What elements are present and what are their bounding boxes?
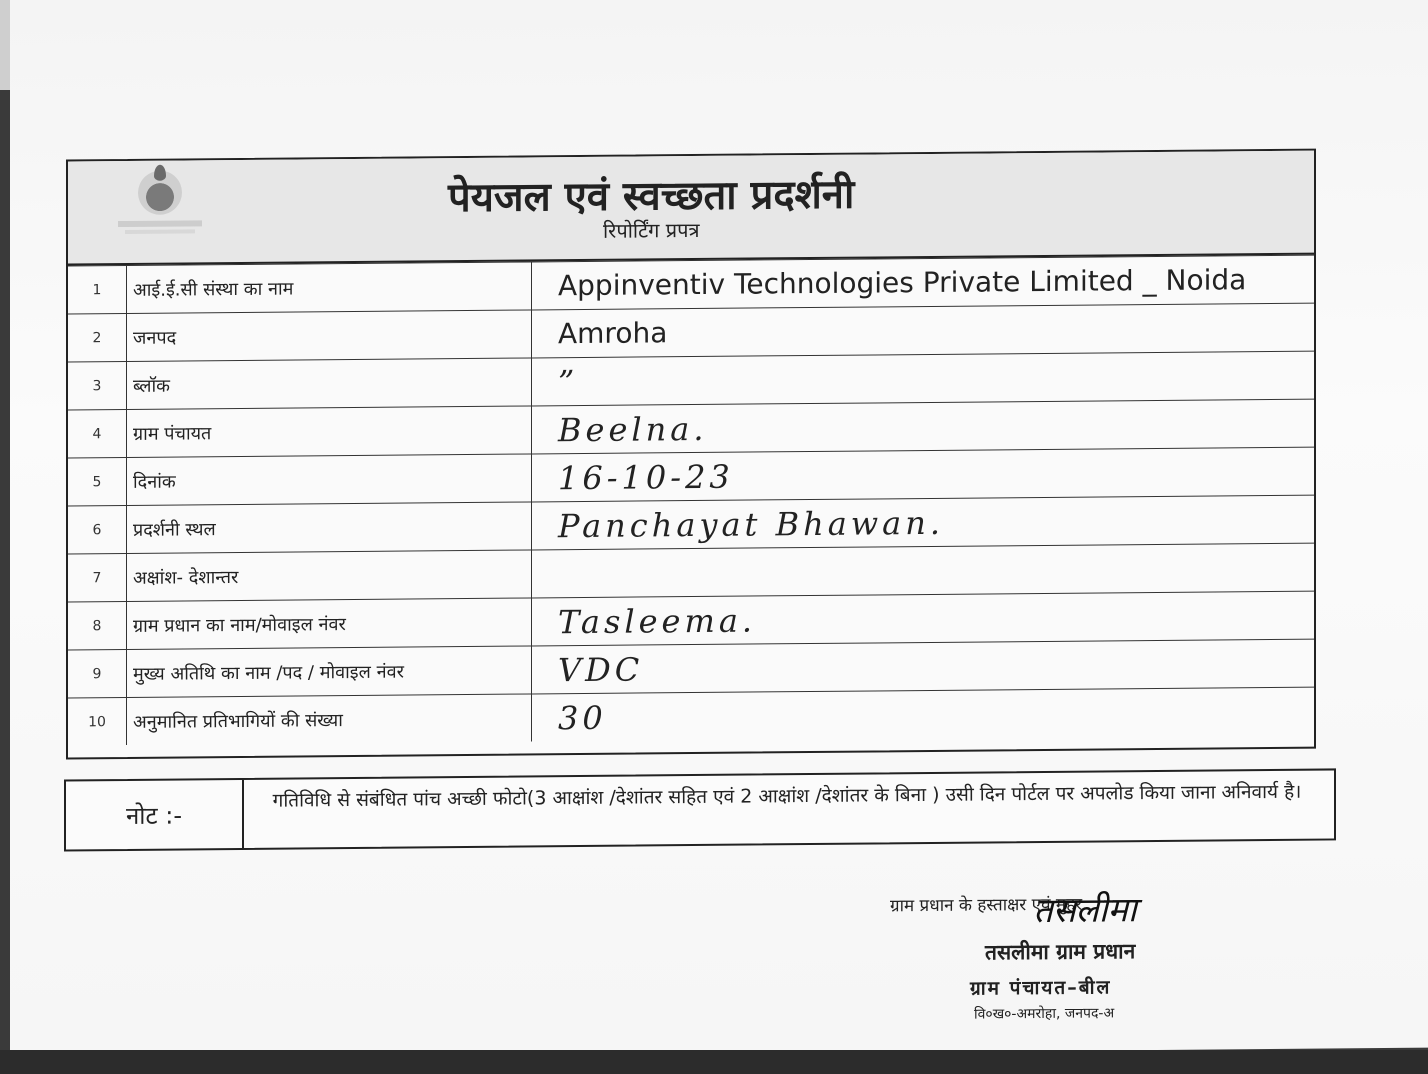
form-subtitle: रिपोर्टिंग प्रपत्र <box>603 217 700 243</box>
document-paper <box>10 0 1428 1060</box>
row-value <box>532 591 1315 646</box>
signature-label: ग्राम प्रधान के हस्ताक्षर एवं मुहर <box>890 894 1083 917</box>
note-text: गतिविधि से संबंधित पांच अच्छी फोटो(3 आक्षांश /देशांतर सहित एवं 2 आक्षांश /देशांतर के बिना ) उसी दिन पोर्टल पर अपलोड किया जाना अनिवार्य है। <box>272 780 1302 812</box>
row-value <box>532 495 1315 550</box>
handwritten-value: 16-10-23 <box>558 457 734 497</box>
row-value <box>532 303 1315 358</box>
logo-caption-secondary <box>125 229 195 234</box>
row-label: अनुमानित प्रतिभागियों की संख्या <box>127 694 532 745</box>
water-drop-icon <box>138 170 182 214</box>
row-value <box>532 255 1315 310</box>
row-number: 3 <box>68 361 127 410</box>
handwritten-value: ” <box>558 362 579 401</box>
handwritten-signature: तसलीमा <box>1033 890 1137 932</box>
handwritten-value: Tasleema. <box>558 600 757 641</box>
row-label: दिनांक <box>127 454 532 506</box>
row-value <box>532 639 1315 694</box>
stamp-line-2: ग्राम पंचायत–बील <box>970 976 1112 1000</box>
row-label: ग्राम पंचायत <box>127 406 532 458</box>
handwritten-value: Panchayat Bhawan. <box>558 503 945 545</box>
row-label: अक्षांश- देशान्तर <box>127 550 532 602</box>
organization-logo <box>118 170 202 251</box>
background-surface <box>0 1050 1428 1074</box>
typed-value: Amroha <box>558 316 668 351</box>
row-label: जनपद <box>127 310 532 362</box>
row-value <box>532 351 1315 406</box>
row-label: मुख्य अतिथि का नाम /पद / मोवाइल नंवर <box>127 646 532 698</box>
signature-block <box>890 884 1250 1023</box>
row-label: आई.ई.सी संस्था का नाम <box>127 262 532 314</box>
reporting-form <box>66 149 1316 760</box>
form-title: पेयजल एवं स्वच्छता प्रदर्शनी <box>448 171 855 222</box>
row-value <box>532 543 1315 598</box>
row-number: 5 <box>68 457 127 506</box>
row-value <box>532 687 1315 741</box>
typed-value: Appinventiv Technologies Private Limited _ Noida <box>558 263 1247 303</box>
row-number: 1 <box>68 265 127 314</box>
row-value <box>532 447 1315 502</box>
handwritten-value: VDC <box>558 649 644 689</box>
details-table <box>68 255 1314 746</box>
row-label: ब्लॉक <box>127 358 532 410</box>
row-label: ग्राम प्रधान का नाम/मोवाइल नंवर <box>127 598 532 650</box>
form-header <box>68 151 1314 266</box>
note-label: नोट :- <box>66 780 244 850</box>
row-number: 9 <box>68 649 127 698</box>
row-label: प्रदर्शनी स्थल <box>127 502 532 554</box>
row-value <box>532 399 1315 454</box>
stamp-line-1: तसलीमा ग्राम प्रधान <box>985 939 1136 965</box>
row-number: 8 <box>68 601 127 650</box>
stamp-line-3: वि०ख०-अमरोहा, जनपद-अ <box>974 1005 1115 1023</box>
row-number: 7 <box>68 553 127 602</box>
row-number: 6 <box>68 505 127 554</box>
table-row <box>68 687 1314 745</box>
row-number: 10 <box>68 697 127 745</box>
logo-caption <box>118 220 202 227</box>
handwritten-value: Beelna. <box>558 409 708 449</box>
handwritten-value: 30 <box>558 698 607 737</box>
note-box <box>64 768 1336 851</box>
row-number: 2 <box>68 313 127 362</box>
row-number: 4 <box>68 409 127 458</box>
